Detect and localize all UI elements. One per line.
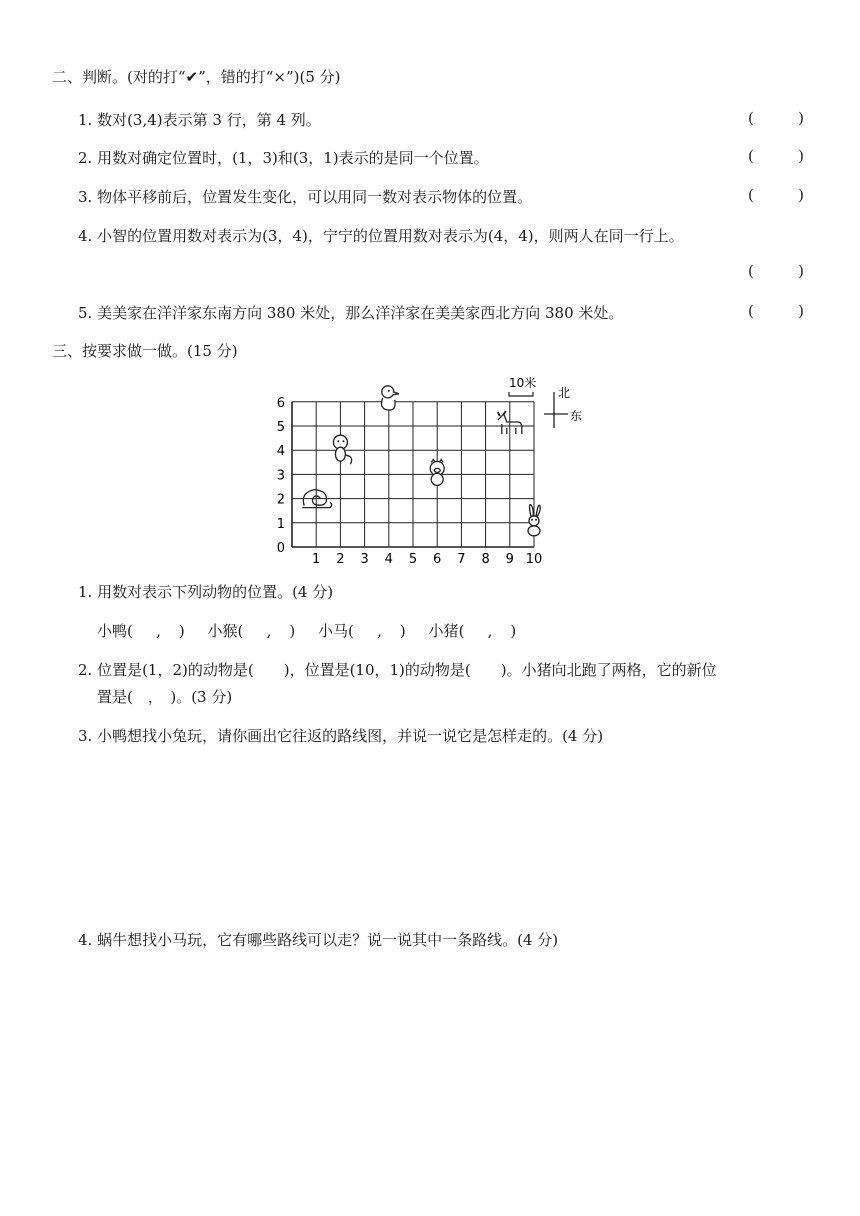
pair-duck[interactable] [97,620,185,641]
paren-close: ) [798,109,804,127]
paren-close: ) [798,147,804,165]
q3-text: 3. 小鸭想找小兔玩，请你画出它往返的路线图，并说一说它是怎样走的。(4 分) [78,727,604,745]
answer-paren-2[interactable] [748,147,804,165]
x-tick-label: 7 [457,552,466,567]
x-tick-label: 2 [336,552,345,567]
paren-open: ( [748,109,754,127]
y-tick-label: 4 [276,444,285,460]
scale-bar [509,375,536,396]
pair-label: 小鸭 [97,622,128,640]
compass-north-label: 北 [558,386,571,400]
q1-answer-row [97,620,534,641]
x-tick-label: 5 [408,552,418,567]
paren-open: ( [127,622,133,640]
judge-item-5: 5. 美美家在洋洋家东南方向 380 米处，那么洋洋家在美美家西北方向 380 米处。 [78,304,624,322]
judge-item-2: 2. 用数对确定位置时，(1，3)和(3，1)表示的是同一个位置。 [78,149,489,167]
q2-line-2: 置是( ， )。(3 分) [97,688,233,706]
paren-open: ( [458,622,465,640]
paren-open: ( [748,186,754,204]
y-tick-label: 5 [276,420,285,435]
x-tick-label: 10 [525,552,543,567]
paren-close: ) [798,186,804,204]
duck-icon [381,386,398,410]
comma: , [487,622,493,640]
grid-lines [292,402,534,547]
y-tick-label: 1 [276,516,285,532]
answer-paren-1[interactable] [748,109,804,127]
coordinate-grid [268,370,598,568]
comma: , [266,622,272,640]
compass [544,386,582,428]
paren-open: ( [237,622,244,640]
judge-item-1: 1. 数对(3,4)表示第 3 行，第 4 列。 [78,111,321,129]
x-tick-label: 8 [481,552,490,567]
pair-monkey[interactable] [208,620,296,641]
comma: , [377,622,382,640]
judge-item-4: 4. 小智的位置用数对表示为(3，4)，宁宁的位置用数对表示为(4，4)，则两人在同一行上。 [78,227,684,245]
y-tick-label: 3 [276,468,285,484]
animals-layer [302,386,540,536]
q1-text: 1. 用数对表示下列动物的位置。(4 分) [78,583,334,601]
answer-paren-5[interactable] [748,302,804,320]
scale-label: 10米 [509,376,537,390]
pig-icon [430,459,444,485]
x-tick-label: 4 [384,552,393,567]
paren-close: ) [399,622,406,640]
pair-label: 小猪 [428,622,459,640]
paren-open: ( [748,262,754,280]
x-tick-label: 1 [312,552,321,567]
judge-item-3: 3. 物体平移前后，位置发生变化，可以用同一数对表示物体的位置。 [78,188,533,206]
x-tick-label: 3 [360,552,369,567]
compass-east-label: 东 [570,409,583,423]
x-tick-label: 6 [433,552,442,567]
paren-open: ( [348,622,354,640]
q2-line-1: 2. 位置是(1，2)的动物是( )，位置是(10，1)的动物是( )。小猪向北跑了两格，它的新位 [78,661,717,679]
y-tick-label: 2 [276,492,285,508]
pair-horse[interactable] [318,620,406,641]
pair-pig[interactable] [429,620,517,641]
section-2-title: 二、判断。(对的打“✔”，错的打“×”)(5 分) [52,68,341,86]
answer-paren-4[interactable] [748,262,804,280]
q4-text: 4. 蜗牛想找小马玩，它有哪些路线可以走？说一说其中一条路线。(4 分) [78,931,559,949]
y-tick-label: 0 [276,541,285,556]
paren-open: ( [748,147,754,165]
x-axis-labels [312,552,542,567]
x-tick-label: 9 [505,552,514,567]
paren-close: ) [510,622,517,640]
paren-close: ) [289,622,296,640]
answer-paren-3[interactable] [748,186,804,204]
paren-open: ( [748,302,754,320]
pair-label: 小猴 [207,622,238,640]
paren-close: ) [798,262,804,280]
section-3-title: 三、按要求做一做。(15 分) [52,342,238,360]
pair-label: 小马 [318,622,349,640]
y-tick-label: 6 [276,395,285,411]
paren-close: ) [798,302,804,320]
y-axis-labels [277,396,285,556]
paren-close: ) [178,622,185,640]
comma: , [156,622,161,640]
